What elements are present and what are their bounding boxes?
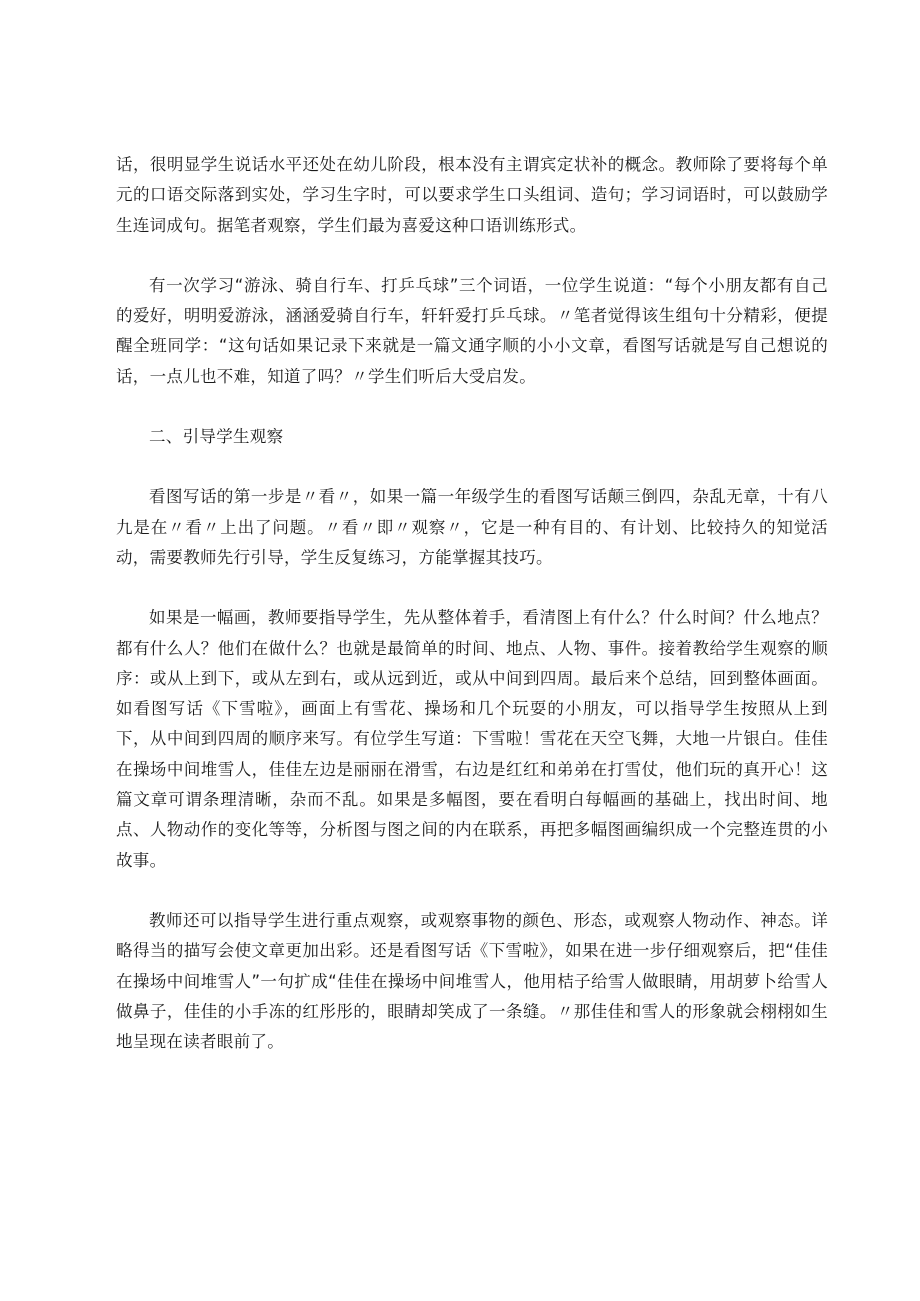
paragraph-example-sentence: 有一次学习“游泳、骑自行车、打乒乓球”三个词语，一位学生说道：“每个小朋友都有自己的爱好，明明爱游泳，涵涵爱骑自行车，轩轩爱打乒乓球。〃笔者觉得该生组句十分精彩，便提醒全班同学：“这句话如果记录下来就是一篇文通字顺的小小文章，看图写话就是写自己想说的话，一点儿也不难，知道了吗？〃学生们听后大受启发。 (116, 275, 828, 386)
paragraph-observation-first-step: 看图写话的第一步是〃看〃，如果一篇一年级学生的看图写话颠三倒四，杂乱无章，十有八九是在〃看〃上出了问题。〃看〃即〃观察〃，它是一种有目的、有计划、比较持久的知觉活动，需要教师先行引导，学生反复练习，方能掌握其技巧。 (116, 487, 828, 567)
paragraph-continued: 话，很明显学生说话水平还处在幼儿阶段，根本没有主谓宾定状补的概念。教师除了要将每个单元的口语交际落到实处，学习生字时，可以要求学生口头组词、造句；学习词语时，可以鼓励学生连词成句。据笔者观察，学生们最为喜爱这种口语训练形式。 (116, 155, 828, 235)
paragraph-focused-observation: 教师还可以指导学生进行重点观察，或观察事物的颜色、形态，或观察人物动作、神态。详略得当的描写会使文章更加出彩。还是看图写话《下雪啦》，如果在进一步仔细观察后，把“佳佳在操场中间堆雪人”一句扩成“佳佳在操场中间堆雪人，他用桔子给雪人做眼睛，用胡萝卜给雪人做鼻子，佳佳的小手冻的红彤彤的，眼睛却笑成了一条缝。〃那佳佳和雪人的形象就会栩栩如生地呈现在读者眼前了。 (116, 910, 828, 1052)
document-body (116, 150, 828, 1087)
section-heading: 二、引导学生观察 (149, 427, 284, 447)
paragraph-observation-order: 如果是一幅画，教师要指导学生，先从整体着手，看清图上有什么？什么时间？什么地点？都有什么人？他们在做什么？也就是最简单的时间、地点、人物、事件。接着教给学生观察的顺序：或从上到下，或从左到右，或从远到近，或从中间到四周。最后来个总结，回到整体画面。如看图写话《下雪啦》，画面上有雪花、操场和几个玩耍的小朋友，可以指导学生按照从上到下，从中间到四周的顺序来写。有位学生写道：下雪啦！雪花在天空飞舞，大地一片银白。佳佳在操场中间堆雪人，佳佳左边是丽丽在滑雪，右边是红红和弟弟在打雪仗，他们玩的真开心！这篇文章可谓条理清晰，杂而不乱。如果是多幅图，要在看明白每幅画的基础上，找出时间、地点、人物动作的变化等等，分析图与图之间的内在联系，再把多幅图画编织成一个完整连贯的小故事。 (116, 608, 828, 870)
